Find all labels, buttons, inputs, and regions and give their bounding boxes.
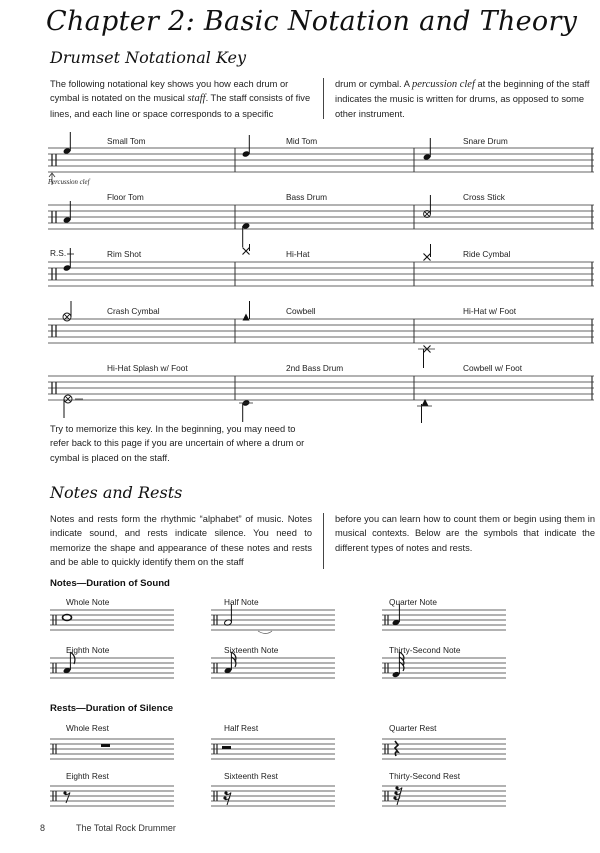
thirty-second-note <box>392 652 404 678</box>
label-small-tom: Small Tom <box>107 136 146 146</box>
column-divider <box>323 513 324 569</box>
chapter-title: Chapter 2: Basic Notation and Theory <box>46 6 578 37</box>
book-title: The Total Rock Drummer <box>76 823 176 833</box>
label-crash-cymbal: Crash Cymbal <box>107 306 160 316</box>
label-bass-drum: Bass Drum <box>286 192 328 202</box>
key-intro-left-text-a: The following notational key shows you how each drum or cymbal is notated on the musical <box>50 79 289 104</box>
section-title-notational-key: Drumset Notational Key <box>50 48 247 67</box>
label-thirty-second-note: Thirty-Second Note <box>389 645 461 655</box>
rest-staves <box>46 735 596 815</box>
staff-term: staff <box>187 93 206 105</box>
label-quarter-rest: Quarter Rest <box>389 723 437 733</box>
hi-hat-splash-note <box>64 395 83 418</box>
staff-lines <box>48 205 594 229</box>
staff-lines <box>48 319 594 343</box>
floor-tom-note <box>63 201 72 224</box>
label-half-note: Half Note <box>224 597 259 607</box>
key-intro-right <box>335 77 595 121</box>
label-sixteenth-note: Sixteenth Note <box>224 645 279 655</box>
label-eighth-note: Eighth Note <box>66 645 110 655</box>
label-second-bass-drum: 2nd Bass Drum <box>286 363 344 373</box>
section-title-notes-rests: Notes and Rests <box>50 483 183 502</box>
label-hi-hat: Hi-Hat <box>286 249 310 259</box>
label-cross-stick: Cross Stick <box>463 192 505 202</box>
key-intro-left <box>50 77 312 121</box>
label-hi-hat-foot: Hi-Hat w/ Foot <box>463 306 517 316</box>
note-staves-lines <box>50 610 506 678</box>
hi-hat-note <box>243 244 250 255</box>
notes-heading: Notes—Duration of Sound <box>50 578 170 589</box>
staff-lines <box>48 148 594 172</box>
label-cowbell: Cowbell <box>286 306 316 316</box>
label-rs: R.S. <box>50 248 67 258</box>
label-hi-hat-splash: Hi-Hat Splash w/ Foot <box>107 363 188 373</box>
note-staves-clefs <box>53 615 388 673</box>
pencil-mark <box>258 631 272 634</box>
mid-tom-note <box>242 135 251 158</box>
label-cowbell-foot: Cowbell w/ Foot <box>463 363 523 373</box>
cowbell-foot-note <box>417 399 432 423</box>
ride-cymbal-note <box>424 244 431 261</box>
key-intro-right-text-b: at the beginning of the staff indicates the music is written for drums, as opposed to some other instrument. <box>335 79 590 119</box>
snare-drum-note <box>423 138 432 161</box>
notes-intro-right: before you can learn how to count them or begin using them in musical contexts. Below are the symbols that indicate the different types of notes and rests. <box>335 514 595 553</box>
label-whole-note: Whole Note <box>66 597 110 607</box>
small-tom-note <box>63 132 72 155</box>
label-eighth-rest: Eighth Rest <box>66 771 109 781</box>
whole-note <box>63 615 72 621</box>
label-ride-cymbal: Ride Cymbal <box>463 249 511 259</box>
label-rim-shot: Rim Shot <box>107 249 142 259</box>
half-rest <box>222 746 231 749</box>
notes-intro-left: Notes and rests form the rhythmic “alphabet” of music. Notes indicate sound, and rests indicate silence. You need to memorize the shape and appearance of these notes and rests and be able to quickly identify them on the staff <box>50 514 312 568</box>
label-sixteenth-rest: Sixteenth Rest <box>224 771 278 781</box>
second-bass-drum-note <box>239 399 253 422</box>
label-floor-tom: Floor Tom <box>107 192 144 202</box>
note-staves <box>46 604 596 704</box>
staff-lines <box>48 262 594 286</box>
crash-cymbal-note <box>63 301 71 321</box>
page-number: 8 <box>40 823 46 833</box>
label-quarter-note: Quarter Note <box>389 597 437 607</box>
label-half-rest: Half Rest <box>224 723 259 733</box>
label-snare-drum: Snare Drum <box>463 136 508 146</box>
sixteenth-rest <box>223 791 231 805</box>
rests-heading: Rests—Duration of Silence <box>50 703 174 714</box>
cowbell-note <box>243 301 250 321</box>
label-percussion-clef: Percussion clef <box>48 179 90 186</box>
label-thirty-second-rest: Thirty-Second Rest <box>389 771 461 781</box>
column-divider <box>323 78 324 119</box>
memorize-text: Try to memorize this key. In the beginning, you may need to refer back to this page if you are uncertain of where a drum or cymbal is placed on the staff. <box>50 424 305 463</box>
key-intro-right-text-a: drum or cymbal. A <box>335 79 412 89</box>
percussion-clef-term: percussion clef <box>412 79 475 90</box>
cross-stick-note <box>424 195 431 217</box>
whole-rest <box>101 744 110 747</box>
key-intro-left-text-b: . The staff consists of five lines, and each line or space corresponds to a specific <box>50 93 311 119</box>
label-whole-rest: Whole Rest <box>66 723 109 733</box>
staff-lines <box>48 376 594 400</box>
label-mid-tom: Mid Tom <box>286 136 318 146</box>
